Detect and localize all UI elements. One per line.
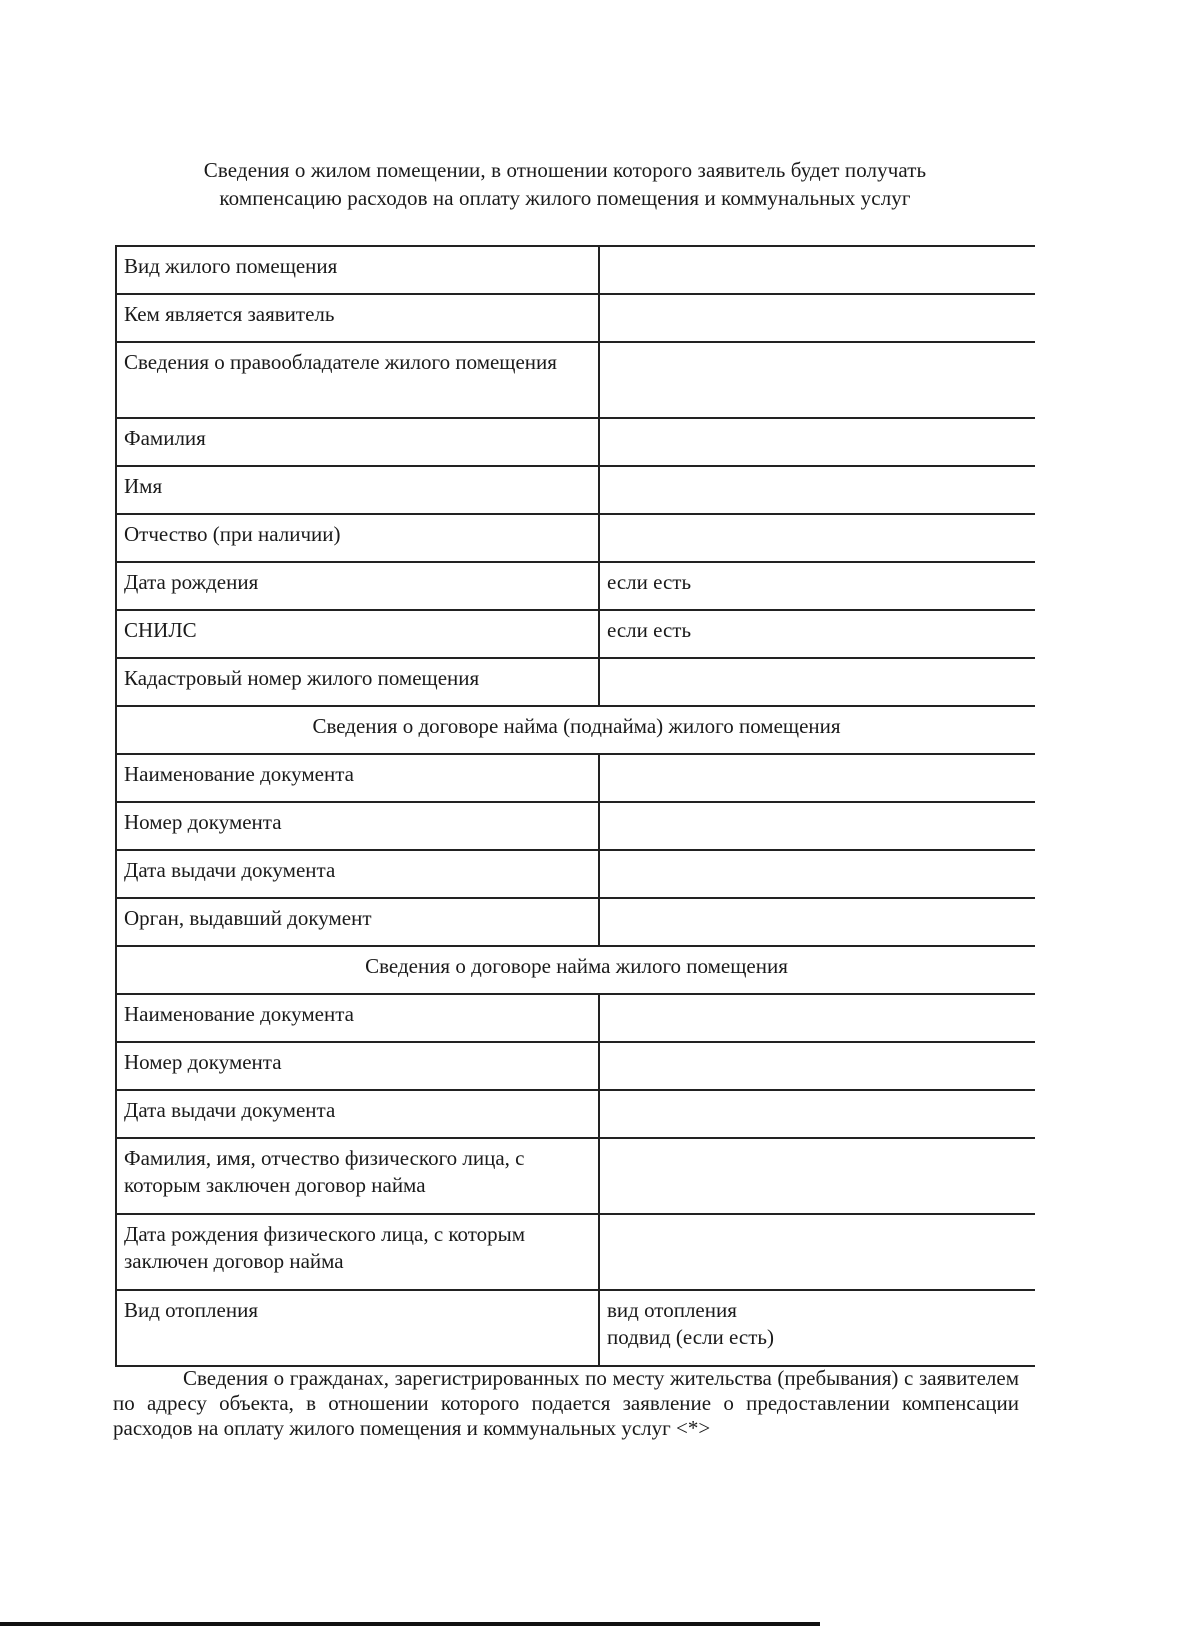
field-value[interactable] bbox=[599, 1090, 1035, 1138]
section-title: Сведения о договоре найма (поднайма) жилого помещения bbox=[116, 706, 1035, 754]
field-value[interactable] bbox=[599, 898, 1035, 946]
housing-info-table bbox=[115, 245, 1035, 1367]
table-row bbox=[116, 514, 1035, 562]
registered-citizens-paragraph: Сведения о гражданах, зарегистрированных по месту жительства (пребывания) с заявителем по адресу объекта, в отношении которого подается заявление о предоставлении компенсации расходов на оплату жилого помещения и коммунальных услуг <*> bbox=[113, 1366, 1019, 1440]
field-label: Орган, выдавший документ bbox=[116, 898, 599, 946]
scan-edge-line bbox=[0, 1622, 820, 1626]
field-label: Номер документа bbox=[116, 1042, 599, 1090]
table-row bbox=[116, 802, 1035, 850]
field-value[interactable] bbox=[599, 802, 1035, 850]
field-value[interactable] bbox=[599, 754, 1035, 802]
section-title: Сведения о договоре найма жилого помещения bbox=[116, 946, 1035, 994]
field-value[interactable] bbox=[599, 466, 1035, 514]
page-title-line-2: компенсацию расходов на оплату жилого помещения и коммунальных услуг bbox=[219, 186, 911, 210]
table-row bbox=[116, 658, 1035, 706]
field-value[interactable] bbox=[599, 514, 1035, 562]
table-row bbox=[116, 418, 1035, 466]
field-value[interactable]: вид отопления подвид (если есть) bbox=[599, 1290, 1035, 1366]
table-row bbox=[116, 1214, 1035, 1290]
field-value[interactable] bbox=[599, 418, 1035, 466]
table-row bbox=[116, 1090, 1035, 1138]
field-label: Дата рождения физического лица, с которым заключен договор найма bbox=[116, 1214, 599, 1290]
field-value[interactable] bbox=[599, 294, 1035, 342]
table-row bbox=[116, 294, 1035, 342]
field-value[interactable] bbox=[599, 1138, 1035, 1214]
field-value[interactable] bbox=[599, 850, 1035, 898]
field-value[interactable] bbox=[599, 246, 1035, 294]
field-label: Номер документа bbox=[116, 802, 599, 850]
field-value[interactable] bbox=[599, 1214, 1035, 1290]
table-row bbox=[116, 342, 1035, 418]
table-section-header bbox=[116, 946, 1035, 994]
page-title-line-1: Сведения о жилом помещении, в отношении которого заявитель будет получать bbox=[203, 158, 927, 182]
table-row bbox=[116, 898, 1035, 946]
field-value[interactable] bbox=[599, 342, 1035, 418]
field-label: Имя bbox=[116, 466, 599, 514]
field-label: Кадастровый номер жилого помещения bbox=[116, 658, 599, 706]
table-row bbox=[116, 754, 1035, 802]
field-value[interactable] bbox=[599, 658, 1035, 706]
table-row bbox=[116, 246, 1035, 294]
table-row bbox=[116, 466, 1035, 514]
field-label: Кем является заявитель bbox=[116, 294, 599, 342]
field-label: Дата выдачи документа bbox=[116, 850, 599, 898]
table-row bbox=[116, 610, 1035, 658]
field-label: Наименование документа bbox=[116, 994, 599, 1042]
field-value[interactable] bbox=[599, 994, 1035, 1042]
table-row bbox=[116, 1042, 1035, 1090]
field-label: Дата выдачи документа bbox=[116, 1090, 599, 1138]
table-row bbox=[116, 1290, 1035, 1366]
field-value[interactable]: если есть bbox=[599, 562, 1035, 610]
table-section-header bbox=[116, 706, 1035, 754]
field-label: Дата рождения bbox=[116, 562, 599, 610]
field-label: Фамилия bbox=[116, 418, 599, 466]
field-value[interactable]: если есть bbox=[599, 610, 1035, 658]
field-value[interactable] bbox=[599, 1042, 1035, 1090]
field-label: СНИЛС bbox=[116, 610, 599, 658]
field-label: Отчество (при наличии) bbox=[116, 514, 599, 562]
field-label: Наименование документа bbox=[116, 754, 599, 802]
field-label: Вид жилого помещения bbox=[116, 246, 599, 294]
table-row bbox=[116, 850, 1035, 898]
field-label: Фамилия, имя, отчество физического лица, с которым заключен договор найма bbox=[116, 1138, 599, 1214]
table-row bbox=[116, 1138, 1035, 1214]
page-title bbox=[110, 156, 1020, 212]
field-label: Сведения о правообладателе жилого помещения bbox=[116, 342, 599, 418]
housing-info-table-body bbox=[116, 246, 1035, 1366]
table-row bbox=[116, 994, 1035, 1042]
table-row bbox=[116, 562, 1035, 610]
field-label: Вид отопления bbox=[116, 1290, 599, 1366]
